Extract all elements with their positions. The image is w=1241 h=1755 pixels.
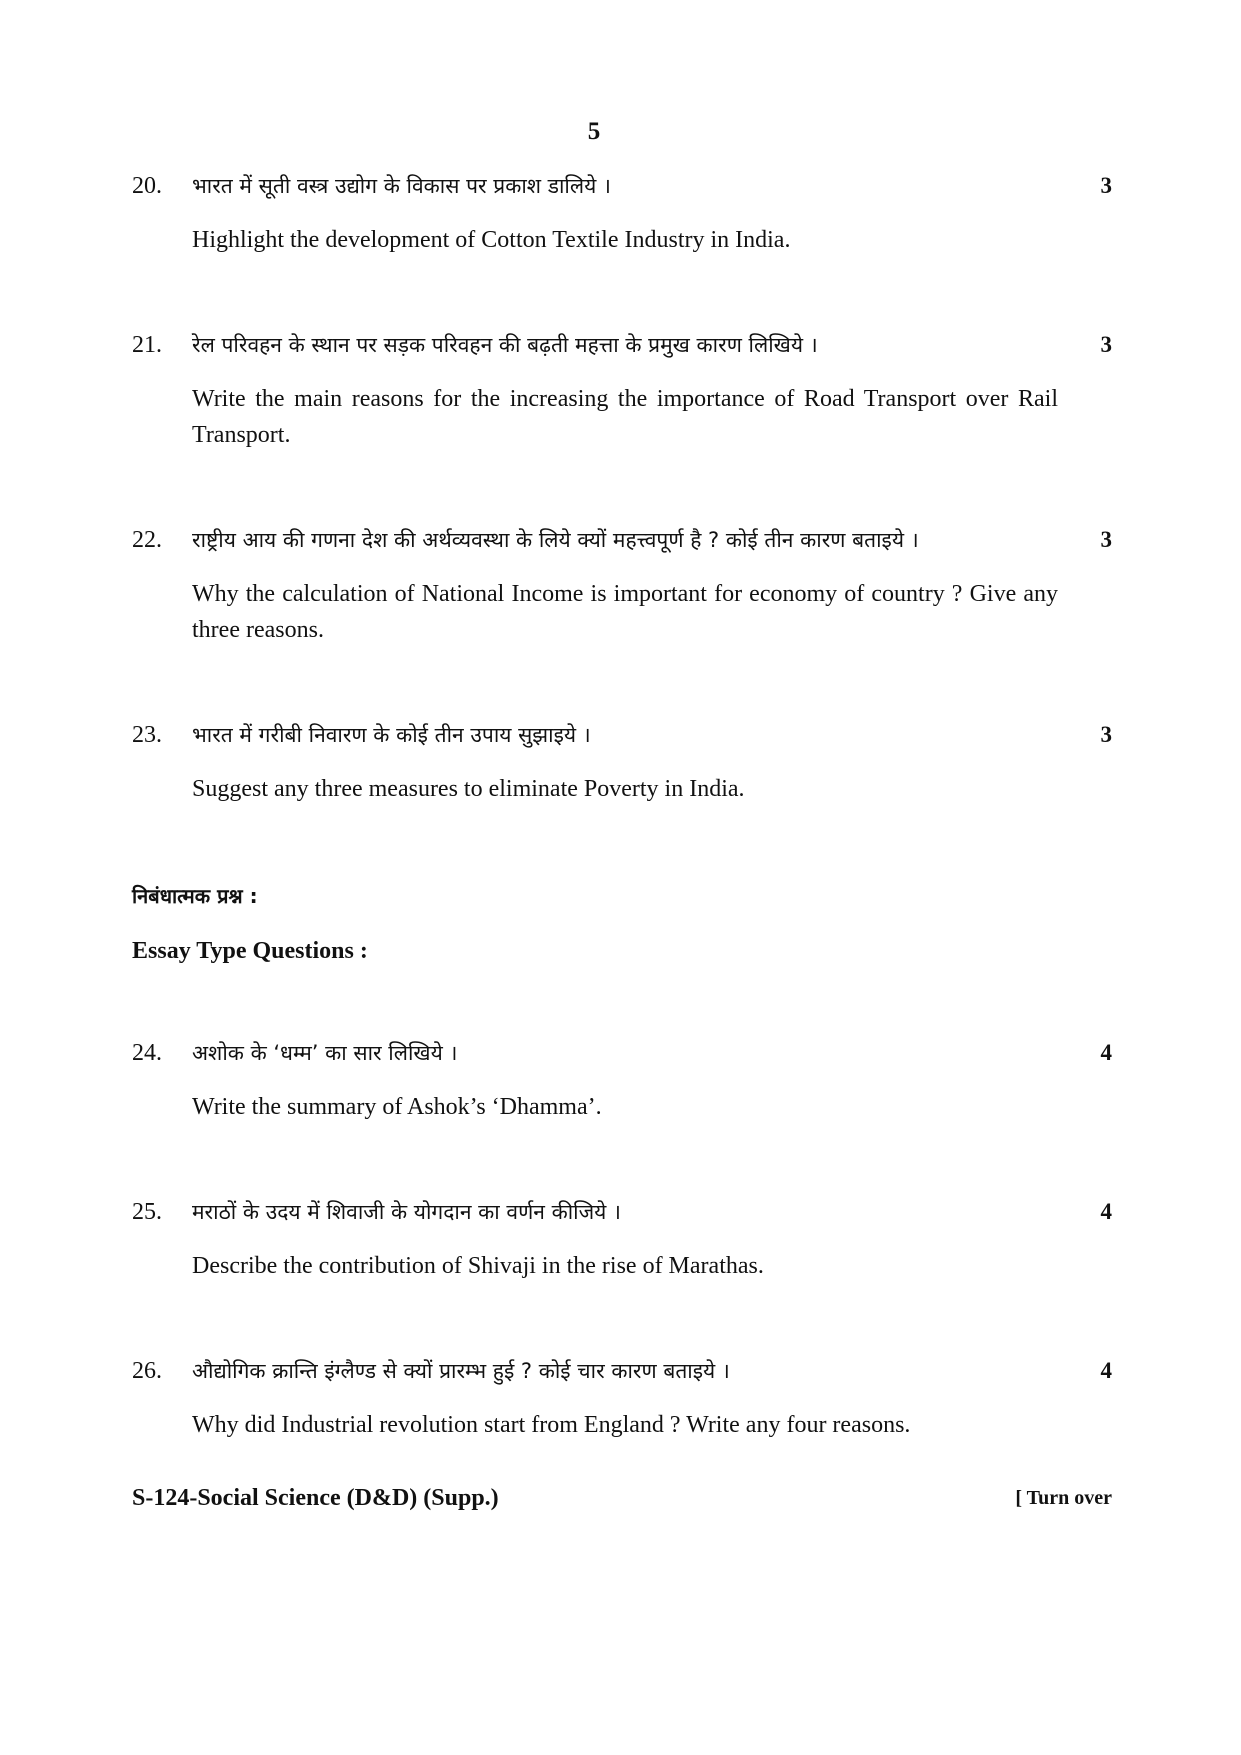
question-number: 20. bbox=[132, 173, 162, 199]
question-23 bbox=[132, 717, 1112, 807]
question-text-hindi: राष्ट्रीय आय की गणना देश की अर्थव्यवस्था के लिये क्यों महत्त्वपूर्ण है ? कोई तीन कारण बताइये । bbox=[192, 528, 919, 552]
question-25 bbox=[132, 1194, 1112, 1284]
question-text-english: Write the summary of Ashok’s ‘Dhamma’. bbox=[192, 1094, 602, 1120]
question-marks: 3 bbox=[1100, 527, 1112, 552]
paper-code: S-124-Social Science (D&D) (Supp.) bbox=[132, 1485, 499, 1511]
question-marks: 3 bbox=[1100, 173, 1112, 198]
question-line bbox=[132, 168, 1112, 204]
question-line bbox=[132, 522, 1112, 558]
question-text-english: Suggest any three measures to eliminate Poverty in India. bbox=[192, 776, 745, 802]
question-line bbox=[132, 1035, 1112, 1071]
question-number: 26. bbox=[132, 1358, 162, 1384]
question-20 bbox=[132, 168, 1112, 258]
question-24 bbox=[132, 1035, 1112, 1125]
question-line bbox=[132, 1194, 1112, 1230]
question-marks: 4 bbox=[1100, 1040, 1112, 1065]
question-text-hindi: औद्योगिक क्रान्ति इंग्लैण्ड से क्यों प्रारम्भ हुई ? कोई चार कारण बताइये । bbox=[192, 1359, 730, 1383]
question-text-hindi: अशोक के ‘धम्म’ का सार लिखिये । bbox=[192, 1041, 458, 1065]
question-text-english: Highlight the development of Cotton Textile Industry in India. bbox=[192, 227, 791, 253]
question-marks: 4 bbox=[1100, 1199, 1112, 1224]
question-marks: 4 bbox=[1100, 1358, 1112, 1383]
question-marks: 3 bbox=[1100, 332, 1112, 357]
question-text-hindi: भारत में गरीबी निवारण के कोई तीन उपाय सुझाइये । bbox=[192, 723, 591, 747]
question-text-hindi: भारत में सूती वस्त्र उद्योग के विकास पर प्रकाश डालिये । bbox=[192, 174, 611, 198]
question-text-english: Describe the contribution of Shivaji in the rise of Marathas. bbox=[192, 1253, 764, 1279]
question-number: 23. bbox=[132, 722, 162, 748]
section-heading-english: Essay Type Questions : bbox=[132, 938, 368, 964]
question-line bbox=[132, 717, 1112, 753]
question-number: 21. bbox=[132, 332, 162, 358]
turn-over-note: [ Turn over bbox=[1015, 1487, 1112, 1509]
question-number: 22. bbox=[132, 527, 162, 553]
question-marks: 3 bbox=[1100, 722, 1112, 747]
question-text-english: Why the calculation of National Income is important for economy of country ? Give any three reasons. bbox=[192, 581, 1058, 643]
page-number: 5 bbox=[587, 118, 601, 145]
question-line bbox=[132, 1353, 1112, 1389]
question-text-hindi: रेल परिवहन के स्थान पर सड़क परिवहन की बढ़ती महत्ता के प्रमुख कारण लिखिये । bbox=[192, 333, 818, 357]
question-21 bbox=[132, 327, 1112, 453]
question-22 bbox=[132, 522, 1112, 648]
question-text-english: Write the main reasons for the increasing the importance of Road Transport over Rail Transport. bbox=[192, 386, 1058, 448]
section-heading-hindi: निबंधात्मक प्रश्न : bbox=[132, 884, 258, 908]
question-number: 25. bbox=[132, 1199, 162, 1225]
question-26 bbox=[132, 1353, 1112, 1443]
question-line bbox=[132, 327, 1112, 363]
question-text-hindi: मराठों के उदय में शिवाजी के योगदान का वर्णन कीजिये । bbox=[192, 1200, 621, 1224]
question-text-english: Why did Industrial revolution start from England ? Write any four reasons. bbox=[192, 1412, 911, 1438]
question-number: 24. bbox=[132, 1040, 162, 1066]
